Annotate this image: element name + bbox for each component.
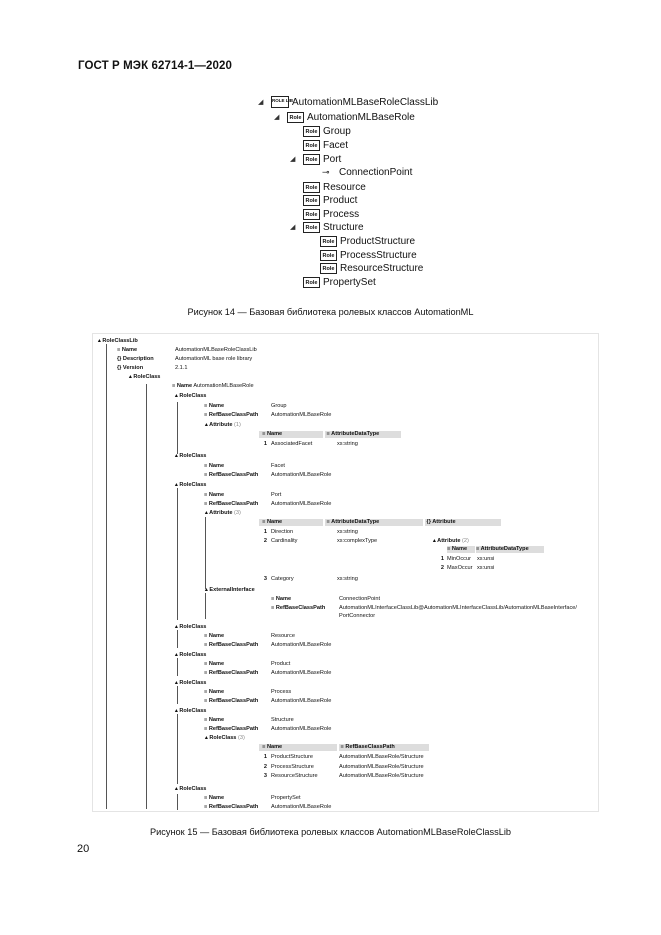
xml-node-roleclass-structure[interactable]: ▴ RoleClass: [175, 708, 207, 714]
value-refbase: AutomationMLBaseRole: [271, 501, 332, 507]
cell-name: AssociatedFacet: [271, 441, 313, 447]
cell-name: ProcessStructure: [271, 764, 314, 770]
value-name: Process: [271, 689, 292, 695]
row-index: 1: [263, 754, 267, 760]
cell-refbase: AutomationMLBaseRole/Structure: [339, 764, 424, 770]
row-index: 2: [263, 764, 267, 770]
expand-triangle-icon[interactable]: ◢: [290, 156, 296, 163]
tree-guide-line: [177, 794, 178, 810]
role-icon: Role: [303, 222, 320, 233]
role-icon: Role: [303, 182, 320, 193]
tree-node-structure[interactable]: Role Structure: [303, 221, 364, 234]
collapse-arrow-icon: ▴: [175, 453, 180, 459]
table-header-datatype: ≡ AttributeDataType: [325, 519, 423, 526]
value-refbase: AutomationMLBaseRole: [271, 642, 332, 648]
cell-refbase: AutomationMLBaseRole/Structure: [339, 773, 424, 779]
xml-node-attribute-nested[interactable]: ▴ Attribute (2): [433, 538, 469, 544]
xml-node-roleclass-children[interactable]: ▴ RoleClass (3): [205, 735, 245, 741]
tree-node-root[interactable]: ROLE LIBAutomationMLBaseRoleClassLib: [272, 97, 439, 108]
tree-node-base[interactable]: Role AutomationMLBaseRole: [287, 111, 415, 124]
role-icon: Role: [320, 250, 337, 261]
xml-attr-name: ≡ Name: [204, 633, 225, 639]
tree-guide-line: [205, 517, 206, 589]
expand-triangle-icon[interactable]: ◢: [274, 114, 280, 121]
tree-node-processstructure[interactable]: Role ProcessStructure: [320, 249, 417, 262]
collapse-arrow-icon: ▴: [98, 338, 103, 344]
role-icon: Role: [287, 112, 304, 123]
xml-node-attribute[interactable]: ▴ Attribute (3): [205, 510, 241, 516]
tree-guide-line: [177, 630, 178, 648]
xml-attr-lib-version: {} Version: [117, 365, 144, 371]
row-index: 1: [440, 556, 444, 562]
role-icon: Role: [303, 126, 320, 137]
figure14-caption: Рисунок 14 — Базовая библиотека ролевых классов AutomationML: [187, 307, 474, 317]
role-icon: Role: [303, 140, 320, 151]
value-refbase-cont: PortConnector: [339, 613, 376, 619]
role-icon: Role: [320, 236, 337, 247]
xml-attr-refbase: ≡ RefBaseClassPath: [204, 501, 259, 507]
value-refbase: AutomationMLBaseRole: [271, 472, 332, 478]
tree-guide-line: [177, 658, 178, 676]
table-header-name: ≡ Name: [259, 744, 337, 751]
xml-attr-refbase: ≡ RefBaseClassPath: [204, 642, 259, 648]
xml-attr-base-name: ≡ Name AutomationMLBaseRole: [172, 383, 254, 389]
xml-attr-name: ≡ Name: [204, 689, 225, 695]
cell-name: Direction: [271, 529, 294, 535]
xml-attr-name: ≡ Name: [204, 717, 225, 723]
row-index: 2: [440, 565, 444, 571]
cell-type: xs:unsi: [477, 565, 495, 571]
value-refbase: AutomationMLBaseRole: [271, 670, 332, 676]
value-name: Product: [271, 661, 291, 667]
xml-node-roleclass-port[interactable]: ▴ RoleClass: [175, 482, 207, 488]
value-lib-version: 2.1.1: [175, 365, 188, 371]
cell-name: Category: [271, 576, 294, 582]
xml-attr-refbase: ≡ RefBaseClassPath: [204, 412, 259, 418]
connection-point-icon: ⊸: [322, 167, 330, 177]
row-index: 3: [263, 773, 267, 779]
tree-node-product[interactable]: Role Product: [303, 194, 357, 207]
table-header-name: ≡ Name: [259, 519, 323, 526]
role-icon: Role: [303, 209, 320, 220]
expand-triangle-icon[interactable]: ◢: [258, 99, 264, 106]
collapse-arrow-icon: ▴: [175, 708, 180, 714]
cell-type: xs:string: [337, 441, 358, 447]
tree-guide-line: [146, 384, 147, 809]
value-lib-description: AutomationML base role library: [175, 356, 253, 362]
tree-guide-line: [177, 714, 178, 784]
tree-guide-line: [106, 344, 107, 809]
figure15-caption: Рисунок 15 — Базовая библиотека ролевых классов AutomationMLBaseRoleClassLib: [150, 827, 511, 837]
table-header-datatype: ≡ AttributeDataType: [325, 431, 401, 438]
xml-attr-refbase: ≡ RefBaseClassPath: [204, 670, 259, 676]
xml-attr-refbase: ≡ RefBaseClassPath: [271, 605, 326, 611]
collapse-arrow-icon: ▴: [205, 422, 210, 428]
xml-attr-refbase: ≡ RefBaseClassPath: [204, 804, 259, 810]
tree-node-propertyset[interactable]: Role PropertySet: [303, 276, 376, 289]
tree-node-resourcestructure[interactable]: Role ResourceStructure: [320, 262, 423, 275]
xml-attr-lib-description: {} Description: [117, 356, 154, 362]
collapse-arrow-icon: ▴: [205, 735, 210, 741]
collapse-arrow-icon: ▴: [175, 786, 180, 792]
value-name: Port: [271, 492, 282, 498]
xml-node-roleclass-group[interactable]: ▴ RoleClass: [175, 393, 207, 399]
expand-triangle-icon[interactable]: ◢: [290, 224, 296, 231]
xml-node-roleclass-resource[interactable]: ▴ RoleClass: [175, 624, 207, 630]
xml-attr-name: ≡ Name: [204, 795, 225, 801]
cell-type: xs:string: [337, 529, 358, 535]
collapse-arrow-icon: ▴: [175, 393, 180, 399]
tree-node-facet[interactable]: Role Facet: [303, 139, 348, 152]
tree-node-group[interactable]: Role Group: [303, 125, 351, 138]
xml-attr-name: ≡ Name: [271, 596, 292, 602]
role-icon: Role: [303, 195, 320, 206]
value-name: PropertySet: [271, 795, 301, 801]
row-index: 1: [263, 441, 267, 447]
cell-name: ProductStructure: [271, 754, 313, 760]
table-header-attribute: {} Attribute: [425, 519, 501, 526]
table-header-name: ≡ Name: [447, 546, 475, 553]
xml-node-externalinterface[interactable]: ▴ ExternalInterface: [205, 587, 255, 593]
value-name: Structure: [271, 717, 294, 723]
cell-refbase: AutomationMLBaseRole/Structure: [339, 754, 424, 760]
value-name: Facet: [271, 463, 285, 469]
collapse-arrow-icon: ▴: [205, 587, 210, 593]
collapse-arrow-icon: ▴: [175, 680, 180, 686]
xml-node-roleclass-propertyset[interactable]: ▴ RoleClass: [175, 786, 207, 792]
tree-guide-line: [177, 402, 178, 454]
tree-guide-line: [205, 593, 206, 619]
role-icon: Role: [320, 263, 337, 274]
tree-node-port[interactable]: Role Port: [303, 153, 341, 166]
xml-attr-refbase: ≡ RefBaseClassPath: [204, 472, 259, 478]
role-icon: Role: [303, 277, 320, 288]
table-header-refbase: ≡ RefBaseClassPath: [339, 744, 429, 751]
xml-attr-name: ≡ Name: [204, 463, 225, 469]
collapse-arrow-icon: ▴: [433, 538, 438, 544]
tree-node-productstructure[interactable]: Role ProductStructure: [320, 235, 415, 248]
xml-attr-name: ≡ Name: [204, 403, 225, 409]
document-header: ГОСТ Р МЭК 62714-1—2020: [78, 60, 232, 72]
xml-attr-name: ≡ Name: [204, 661, 225, 667]
value-refbase: AutomationMLBaseRole: [271, 726, 332, 732]
tree-guide-line: [177, 488, 178, 620]
value-refbase: AutomationMLBaseRole: [271, 412, 332, 418]
cell-name: Cardinality: [271, 538, 298, 544]
cell-type: xs:unsi: [477, 556, 495, 562]
xml-attr-refbase: ≡ RefBaseClassPath: [204, 726, 259, 732]
cell-name: ResourceStructure: [271, 773, 318, 779]
value-name: ConnectionPoint: [339, 596, 381, 602]
row-index: 1: [263, 529, 267, 535]
xml-node-roleclass-facet[interactable]: ▴ RoleClass: [175, 453, 207, 459]
collapse-arrow-icon: ▴: [205, 510, 210, 516]
role-lib-icon: ROLE LIB: [271, 96, 289, 108]
figure15-xml-view: [92, 333, 599, 812]
tree-node-connectionpoint[interactable]: ⊸ ConnectionPoint: [322, 167, 413, 179]
value-refbase: AutomationMLBaseRole: [271, 804, 332, 810]
table-header-datatype: ≡ AttributeDataType: [476, 546, 544, 553]
cell-type: xs:complexType: [337, 538, 378, 544]
cell-name: MinOccur: [447, 556, 471, 562]
value-refbase: AutomationMLBaseRole: [271, 698, 332, 704]
xml-node-roleclass-process[interactable]: ▴ RoleClass: [175, 680, 207, 686]
value-lib-name: AutomationMLBaseRoleClassLib: [175, 347, 257, 353]
row-index: 3: [263, 576, 267, 582]
xml-node-roleclass-product[interactable]: ▴ RoleClass: [175, 652, 207, 658]
collapse-arrow-icon: ▴: [175, 652, 180, 658]
table-header-name: ≡ Name: [259, 431, 323, 438]
value-name: Group: [271, 403, 287, 409]
xml-node-roleclasslib[interactable]: ▴ RoleClassLib: [98, 338, 138, 344]
tree-node-resource[interactable]: Role Resource: [303, 181, 366, 194]
collapse-arrow-icon: ▴: [129, 374, 134, 380]
value-name: Resource: [271, 633, 295, 639]
tree-guide-line: [177, 686, 178, 704]
cell-name: MaxOccur: [447, 565, 473, 571]
role-icon: Role: [303, 154, 320, 165]
collapse-arrow-icon: ▴: [175, 624, 180, 630]
value-refbase: AutomationMLInterfaceClassLib@AutomationMLInterfaceClassLib/AutomationMLBaseInterface/: [339, 605, 577, 611]
xml-node-attribute[interactable]: ▴ Attribute (1): [205, 422, 241, 428]
tree-node-process[interactable]: Role Process: [303, 208, 359, 221]
cell-type: xs:string: [337, 576, 358, 582]
collapse-arrow-icon: ▴: [175, 482, 180, 488]
xml-node-roleclass-base[interactable]: ▴ RoleClass: [129, 374, 161, 380]
row-index: 2: [263, 538, 267, 544]
xml-attr-refbase: ≡ RefBaseClassPath: [204, 698, 259, 704]
xml-attr-name: ≡ Name: [204, 492, 225, 498]
xml-attr-lib-name: ≡ Name: [117, 347, 138, 353]
page-number: 20: [77, 843, 90, 855]
